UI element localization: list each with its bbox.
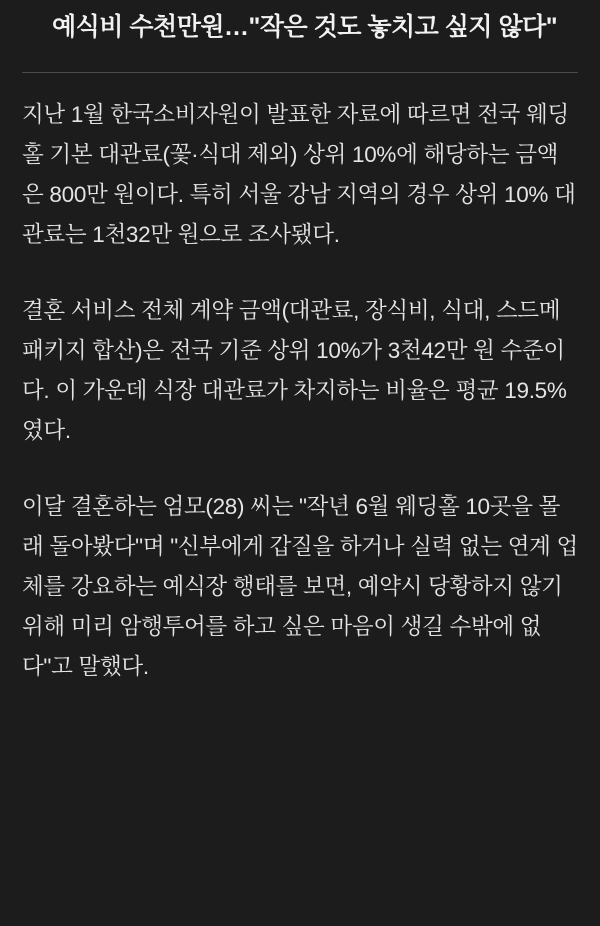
article-paragraph: 이달 결혼하는 엄모(28) 씨는 "작년 6월 웨딩홀 10곳을 몰래 돌아봤다"며 "신부에게 갑질을 하거나 실력 없는 연계 업체를 강요하는 예식장 행태를 보면, 예약시 당황하지 않기 위해 미리 암행투어를 하고 싶은 마음이 생길 수밖에 없다"고 말했다. bbox=[22, 493, 578, 680]
article-body bbox=[22, 73, 578, 688]
article-paragraph: 결혼 서비스 전체 계약 금액(대관료, 장식비, 식대, 스드메 패키지 합산)은 전국 기준 상위 10%가 3천42만 원 수준이다. 이 가운데 식장 대관료가 차지하는 비율은 평균 19.5%였다. bbox=[22, 297, 567, 443]
article-paragraph: 지난 1월 한국소비자원이 발표한 자료에 따르면 전국 웨딩홀 기본 대관료(꽃·식대 제외) 상위 10%에 해당하는 금액은 800만 원이다. 특히 서울 강남 지역의 경우 상위 10% 대관료는 1천32만 원으로 조사됐다. bbox=[22, 101, 576, 247]
page-title: 예식비 수천만원…"작은 것도 놓치고 싶지 않다" bbox=[52, 13, 558, 41]
